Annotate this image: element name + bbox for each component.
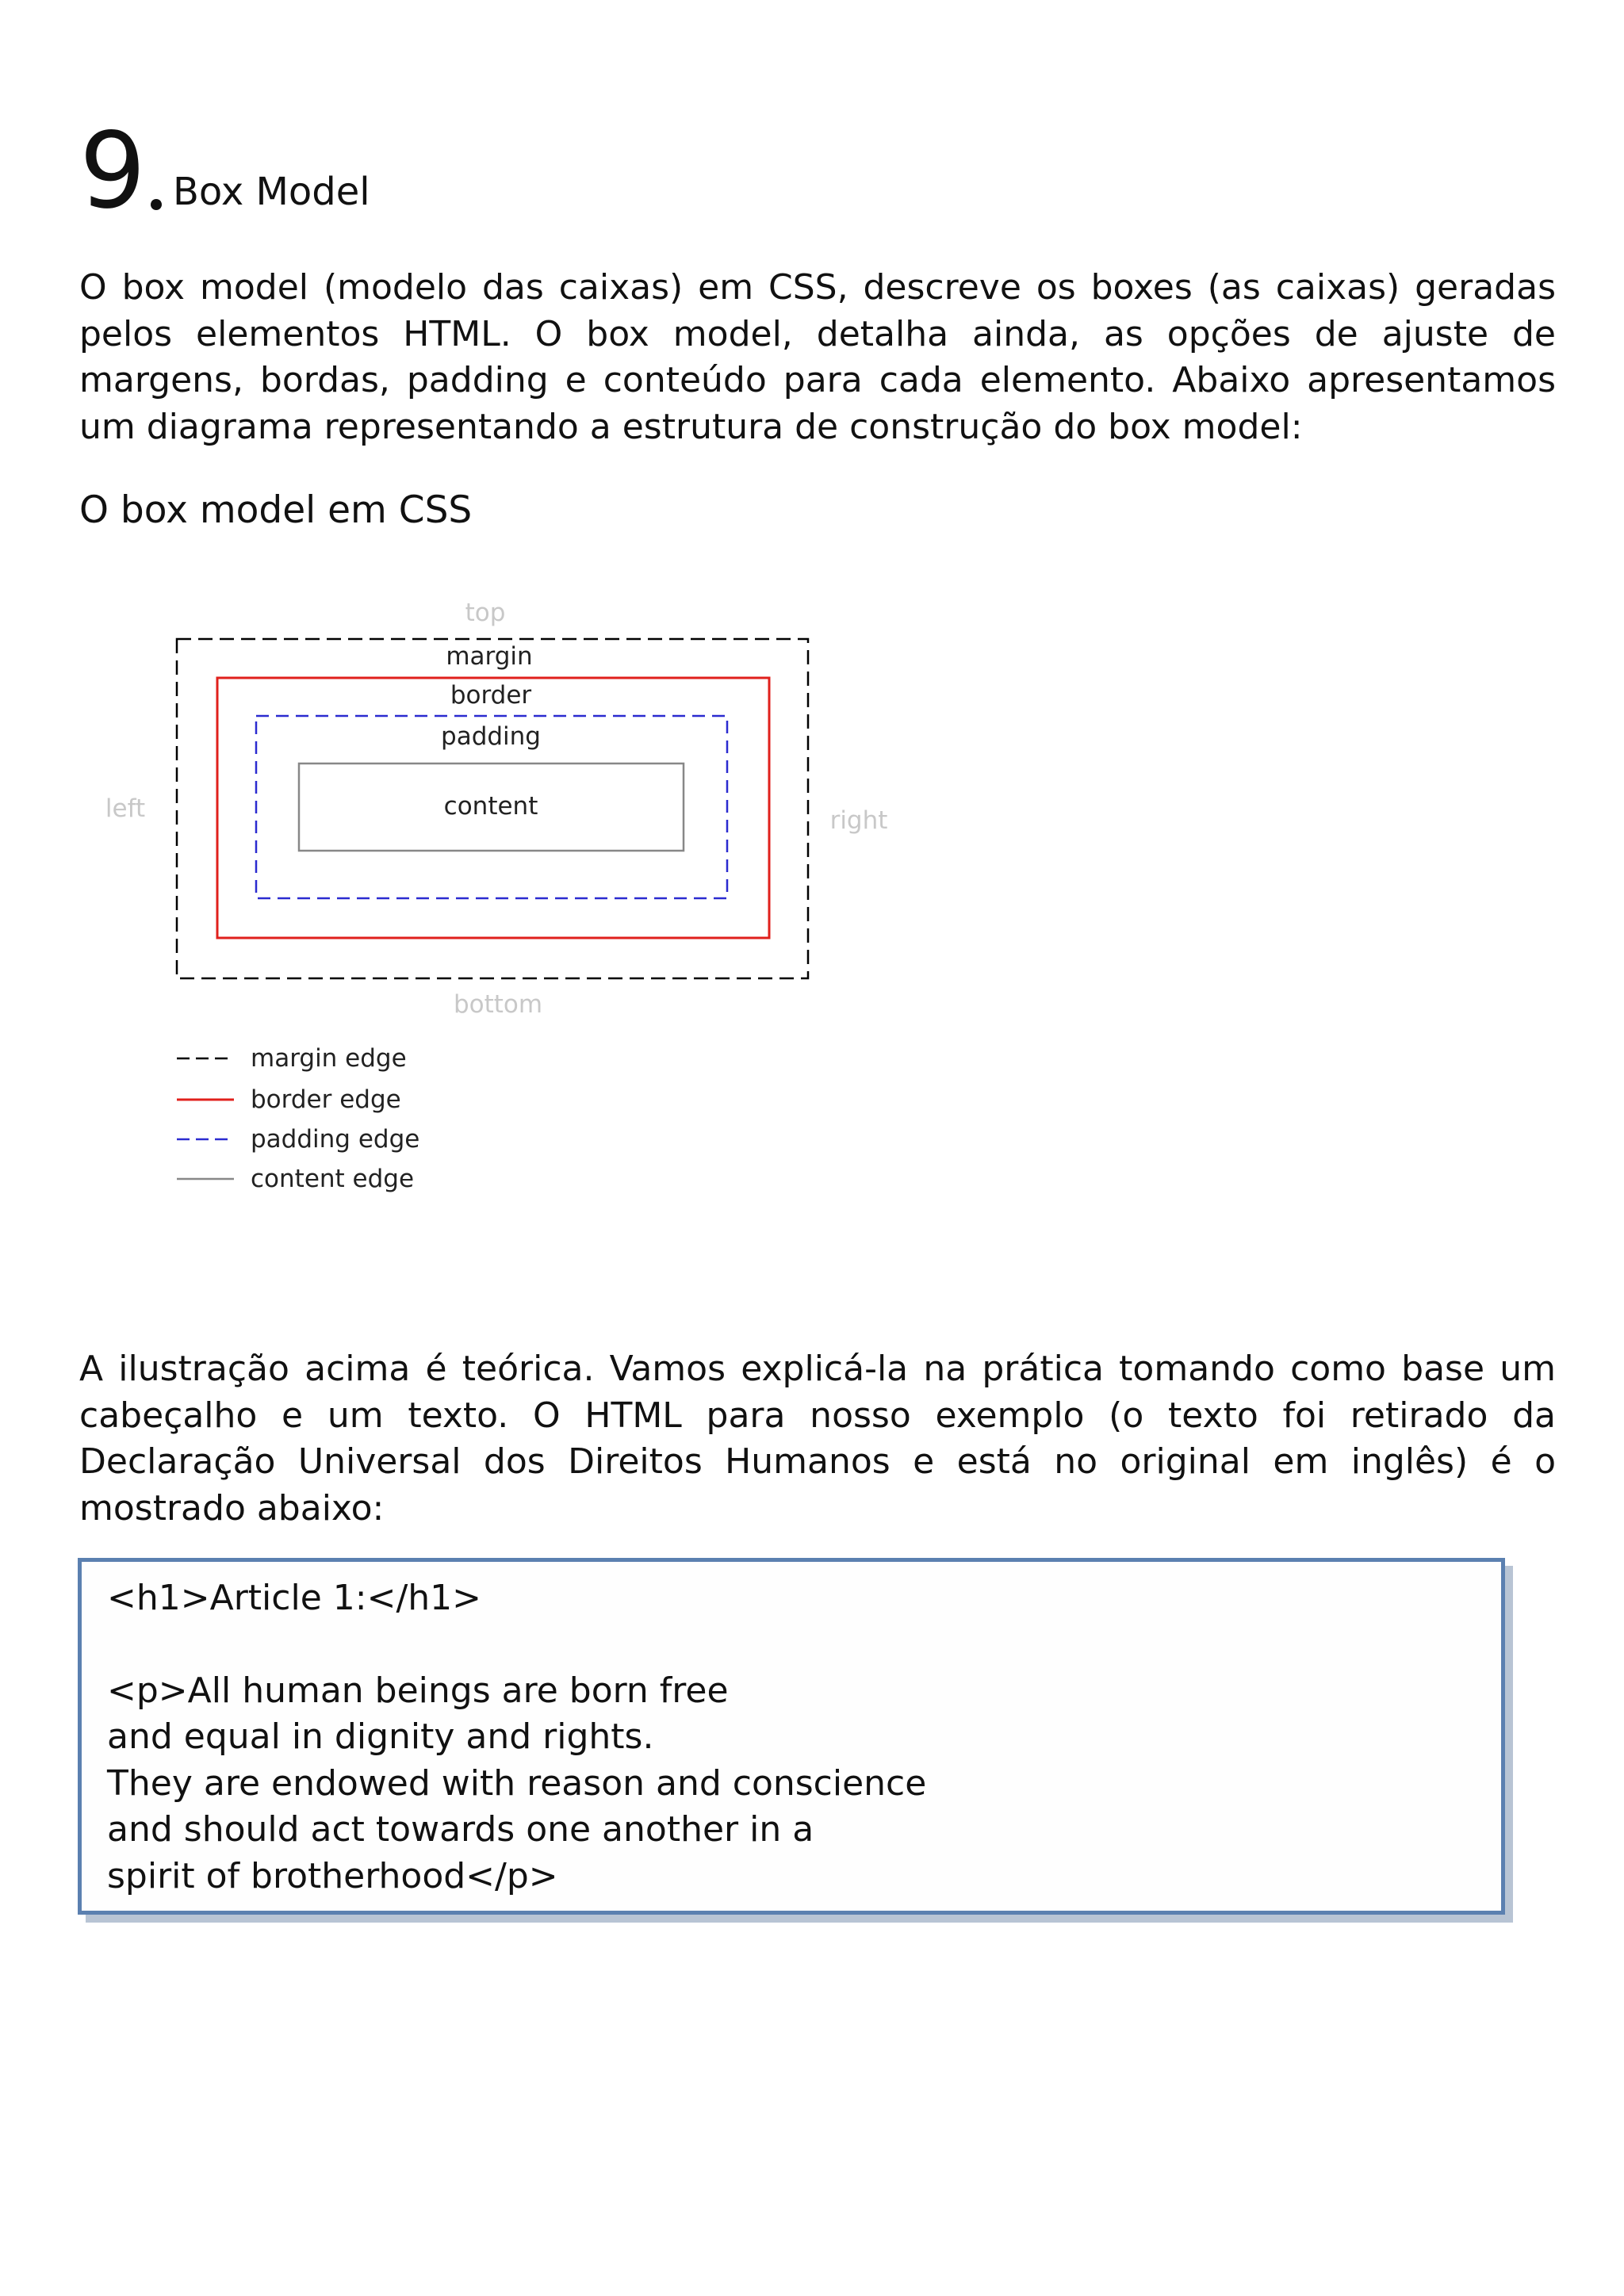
left-label: left: [105, 794, 146, 823]
right-label: right: [829, 806, 888, 835]
top-label: top: [465, 599, 506, 627]
section-number: 9: [79, 110, 146, 232]
code-box: [78, 1558, 1505, 1915]
code-line: They are endowed with reason and conscience: [107, 1763, 927, 1804]
legend-margin-label: margin edge: [251, 1044, 407, 1073]
border-label: border: [450, 681, 532, 710]
content-label: content: [443, 792, 538, 821]
bottom-label: bottom: [453, 990, 543, 1019]
padding-label: padding: [441, 722, 541, 751]
code-line: <h1>Article 1:</h1>: [107, 1578, 482, 1618]
diagram-subtitle: O box model em CSS: [79, 488, 473, 532]
code-line: spirit of brotherhood</p>: [107, 1856, 558, 1896]
box-model-diagram: [0, 587, 952, 1205]
box-model-svg: [0, 587, 952, 1205]
margin-label: margin: [446, 642, 533, 671]
code-line: and equal in dignity and rights.: [107, 1716, 654, 1757]
code-line: <p>All human beings are born free: [107, 1670, 729, 1711]
section-title: Box Model: [173, 170, 370, 214]
explanation-paragraph: A ilustração acima é teórica. Vamos explicá-la na prática tomando como base um cabeçalho e um texto. O HTML para nosso exemplo (o texto foi retirado da Declaração Universal dos Direitos Humanos e está no original em inglês) é o mostrado abaixo:: [79, 1349, 1556, 1529]
section-heading: [79, 110, 1031, 232]
section-number-dot: [151, 199, 162, 210]
legend-border-label: border edge: [251, 1085, 401, 1114]
legend-content-label: content edge: [251, 1165, 415, 1193]
code-line: and should act towards one another in a: [107, 1809, 814, 1850]
legend-padding-label: padding edge: [251, 1125, 420, 1154]
intro-paragraph: O box model (modelo das caixas) em CSS, descreve os boxes (as caixas) geradas pelos elementos HTML. O box model, detalha ainda, as opções de ajuste de margens, bordas, padding e conteúdo para cada elemento. Abaixo apresentamos um diagrama representando a estrutura de construção do box model:: [79, 267, 1556, 447]
